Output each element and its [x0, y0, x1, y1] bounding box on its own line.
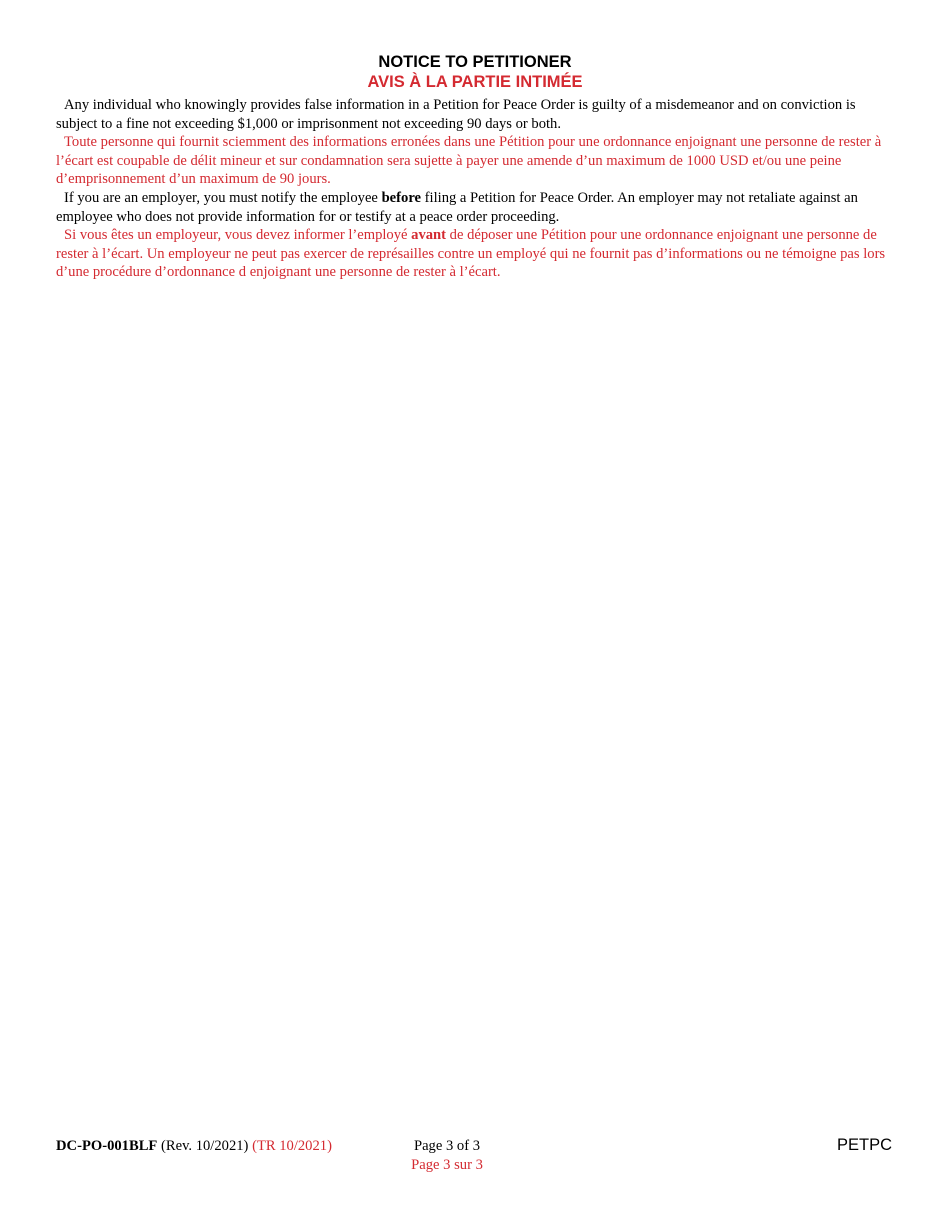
title-french: AVIS À LA PARTIE INTIMÉE — [367, 73, 583, 91]
notice-body — [56, 96, 896, 282]
form-revision: (Rev. 10/2021) — [161, 1138, 249, 1154]
paragraph-false-information-fr: Toute personne qui fournit sciemment des informations erronées dans une Pétition pour une ordonnance enjoignant une personne de rester à l’écart est coupable de délit mineur et sur condamnation sera sujette à payer une amende d’un maximum de 1000 USD et/ou une peine d’emprisonnement d’un maximum de 90 jours. — [56, 134, 882, 188]
paragraph-employer-en — [56, 189, 896, 226]
paragraph-employer-fr — [56, 226, 896, 282]
title-english: NOTICE TO PETITIONER — [378, 53, 572, 71]
employer-en-text-end: filing a Petition for Peace Order. An employer may not retaliate against an employee who does not provide information for or testify at a peace order proceeding. — [56, 189, 858, 225]
form-translation-revision: (TR 10/2021) — [252, 1138, 332, 1154]
form-code: DC-PO-001BLF — [56, 1138, 158, 1154]
employer-fr-text-start: Si vous êtes un employeur, vous devez informer l’employé — [64, 227, 412, 244]
footer-form-tag: PETPC — [836, 1136, 892, 1154]
employer-fr-bold-avant: avant — [411, 227, 447, 244]
footer-page-number — [404, 1137, 490, 1175]
paragraph-false-information-en: Any individual who knowingly provides false information in a Petition for Peace Order is guilty of a misdemeanor and on conviction is subject to a fine not exceeding $1,000 or imprisonment not exceeding 90 days or both. — [56, 97, 856, 132]
employer-en-bold-before: before — [381, 189, 422, 206]
employer-en-text-start: If you are an employer, you must notify the employee — [64, 189, 382, 206]
employer-fr-text-end: de déposer une Pétition pour une ordonnance enjoignant une personne de rester à l’écart. Un employeur ne peut pas exercer de représailles contre un employé qui ne fournit pas d’informations ou ne témoigne pas lors d’une procédure d’ordonnance d enjoignant une personne de rester à l’écart. — [56, 227, 886, 281]
footer-form-info — [56, 1137, 332, 1155]
page-number-fr: Page 3 sur 3 — [411, 1157, 483, 1173]
page-number-en: Page 3 of 3 — [413, 1138, 481, 1154]
notice-header — [0, 52, 950, 92]
